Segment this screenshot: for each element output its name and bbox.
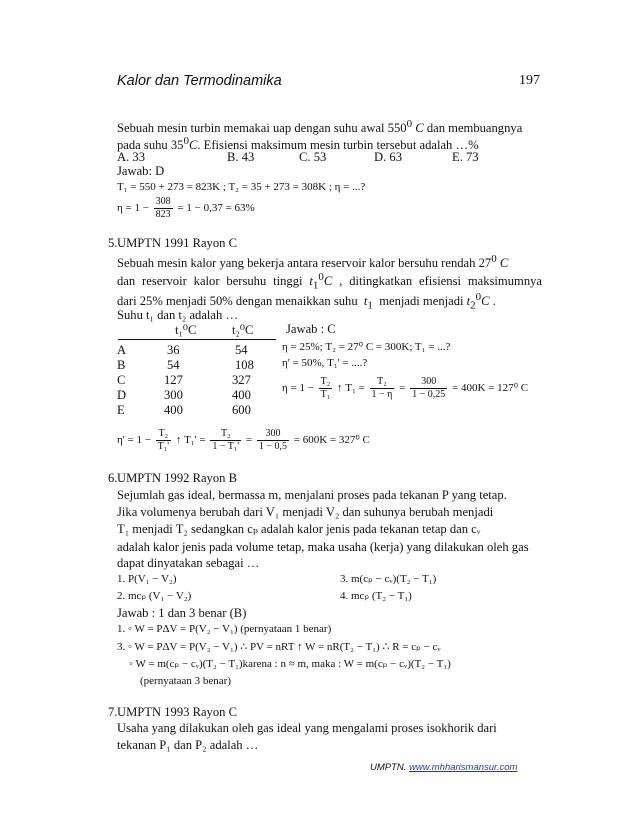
- q6-answer: Jawab : 1 dan 3 benar (B): [117, 606, 247, 620]
- q6-solution-2: 3. ◦ W = PΔV = P(V₂ − V₁) ∴ PV = nRT ↑ W = nR(T₂ − T₁) ∴ R = cₚ − cᵥ: [117, 641, 441, 653]
- q6-line-4: adalah kalor jenis pada volume tetap, maka usaha (kerja) yang dilakukan oleh gas: [117, 540, 529, 554]
- q5-row-c: C 127 327: [117, 373, 251, 387]
- q6-option-3: 3. m(cₚ − cᵥ)(T₂ − T₁): [340, 573, 437, 585]
- q4-option-c: C. 53: [299, 150, 327, 164]
- q5-solution-1: η = 25%; T₂ = 27⁰ C = 300K; T₁ = ...?: [282, 341, 451, 353]
- q6-line-2: Jika volumenya berubah dari V₁ menjadi V₂ dan suhunya berubah menjadi: [117, 505, 494, 519]
- q4-line-1: Sebuah mesin turbin memakai uap dengan suhu awal $550^0$ C dan membuangnya: [117, 118, 523, 136]
- running-header-title: Kalor dan Termodinamika: [117, 73, 282, 89]
- q5-row-b: B 54 108: [117, 358, 254, 372]
- footer-link[interactable]: www.mhharismansur.com: [409, 762, 518, 773]
- q5-row-d: D 300 400: [117, 388, 251, 402]
- q5-line-3: dari 25% menjadi 50% dengan menaikkan suhu $t_1$ menjadi menjadi $t_2^0C$ .: [117, 291, 496, 312]
- q6-line-5: dapat dinyatakan sebagai …: [117, 556, 260, 570]
- page-number: 197: [519, 73, 540, 88]
- q6-solution-3: ◦ W = m(cₚ − cᵥ)(T₂ − T₁)karena : n ≈ m, maka : W = m(cₚ − cᵥ)(T₂ − T₁): [129, 658, 451, 670]
- q5-source: UMPTN 1991 Rayon C: [117, 236, 237, 250]
- q4-calc-1: T₁ = 550 + 273 = 823K ; T₂ = 35 + 273 = 308K ; η = ...?: [117, 181, 366, 193]
- q7-line-2: tekanan P₁ dan P₂ adalah …: [117, 738, 259, 752]
- q5-number: 5.: [108, 236, 118, 250]
- q5-solution-3: η = 1 − $\frac{\text{T₂}}{\text{T₁}}$ ↑ T₁ = $\frac{\text{T₂}}{1 - \eta}$ = $\frac{300}{1 - 0,25}$ = 400K = 127⁰ C: [282, 375, 529, 400]
- q5-row-a: A 36 54: [117, 343, 248, 357]
- q6-option-4: 4. mcₚ (T₂ − T₁): [340, 590, 412, 602]
- q6-line-1: Sejumlah gas ideal, bermassa m, menjalani proses pada tekanan P yang tetap.: [117, 488, 507, 502]
- q6-line-3: T₁ menjadi T₂ sedangkan cₚ adalah kalor jenis pada tekanan tetap dan cᵥ: [117, 522, 481, 536]
- q4-unit-2: C: [188, 138, 198, 153]
- q6-source: UMPTN 1992 Rayon B: [117, 471, 237, 485]
- q5-col2: t₂⁰C: [232, 323, 254, 337]
- q4-text-1-tail: dan membuangnya: [426, 121, 523, 136]
- q4-option-e: E. 73: [452, 150, 479, 164]
- q4-text-1: Sebuah mesin turbin memakai uap dengan suhu awal 550: [117, 121, 407, 136]
- q5-row-e: E 400 600: [117, 403, 251, 417]
- q7-line-1: Usaha yang dilakukan oleh gas ideal yang mengalami proses isokhorik dari: [117, 721, 497, 735]
- q4-option-a: A. 33: [117, 150, 145, 164]
- q6-number: 6.: [108, 471, 118, 485]
- q5-table-header: [175, 323, 295, 338]
- q4-line-2: pada suhu $35^0C$. Efisiensi maksimum mesin turbin tersebut adalah …%: [117, 135, 479, 153]
- q7-number: 7.: [108, 705, 118, 719]
- page-footer: [370, 762, 517, 773]
- q4-answer: Jawab: D: [117, 164, 165, 178]
- q5-solution-2: η' = 50%, T₁' = ....?: [282, 357, 368, 369]
- q7-source: UMPTN 1993 Rayon C: [117, 705, 237, 719]
- q5-col1: t₁⁰C: [175, 323, 197, 337]
- q4-fraction: $\frac{308}{823}$: [155, 195, 171, 220]
- q5-line-4: Suhu t₁ dan t₂ adalah …: [117, 308, 239, 322]
- q5-table: [117, 343, 277, 418]
- q4-option-d: D. 63: [374, 150, 402, 164]
- q6-solution-1: 1. ◦ W = PΔV = P(V₂ − V₁) (pernyataan 1 benar): [117, 623, 332, 635]
- q5-table-rule: [118, 339, 276, 340]
- q4-text-2b: . Efisiensi maksimum mesin turbin tersebut adalah …%: [197, 138, 479, 153]
- q5-solution-4: η' = 1 − $\frac{\text{T₂}}{\text{T₁'}}$ ↑ T₁' = $\frac{\text{T₂}}{\text{1 − T₁'}}$ = $\frac{300}{1 - 0,5}$ = 600K = 327⁰ C: [117, 427, 370, 452]
- q4-unit: C: [415, 121, 424, 136]
- q4-options: [117, 150, 542, 165]
- q6-solution-4: (pernyataan 3 benar): [140, 675, 232, 687]
- q6-option-1: 1. P(V₁ − V₂): [117, 573, 177, 585]
- footer-label: UMPTN.: [370, 762, 407, 773]
- q4-option-b: B. 43: [227, 150, 255, 164]
- q5-line-2: dan reservoir kalor bersuhu tinggi $t_1^0C$ , ditingkatkan efisiensi maksimumnya: [117, 271, 543, 292]
- q6-option-2: 2. mcₚ (V₁ − V₂): [117, 590, 192, 602]
- q5-answer: Jawab : C: [286, 322, 336, 336]
- q5-line-1: Sebuah mesin kalor yang bekerja antara reservoir kalor bersuhu rendah $27^0$ C: [117, 253, 509, 271]
- q4-calc-2: η = 1 − $\frac{308}{823}$ = 1 − 0,37 = 63%: [117, 195, 255, 220]
- q4-text-2a: pada suhu 35: [117, 138, 184, 153]
